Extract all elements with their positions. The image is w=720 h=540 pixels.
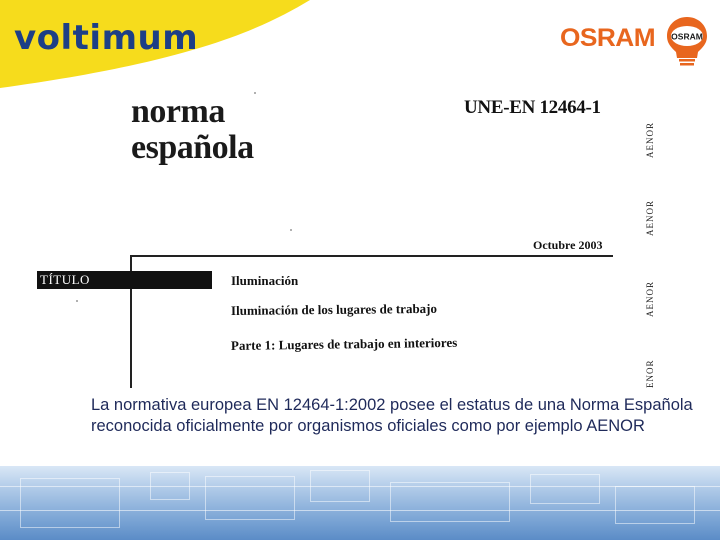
caption-text: La normativa europea EN 12464-1:2002 posee el estatus de una Norma Española reconocida oficialmente por organismos oficiales como por ejemplo AENOR	[91, 396, 693, 435]
scan-speck	[290, 229, 292, 231]
doc-title	[131, 94, 254, 166]
doc-standard-number: UNE-EN 12464-1	[464, 97, 601, 118]
side-mark-2: AENOR	[645, 200, 655, 236]
scan-speck	[254, 92, 256, 94]
doc-date: Octubre 2003	[533, 238, 603, 252]
voltimum-logo[interactable]: voltimum	[14, 18, 199, 58]
bottom-decorative-band	[0, 466, 720, 540]
doc-title-line2: española	[131, 129, 254, 166]
doc-line-1: Iluminación	[231, 273, 299, 288]
side-mark-3: AENOR	[645, 281, 655, 317]
lightbulb-icon	[664, 15, 710, 67]
doc-title-line1: norma	[131, 93, 225, 130]
scanned-standard-cover	[0, 88, 720, 388]
horizontal-rule	[130, 255, 613, 257]
osram-bulb-label: OSRAM	[671, 31, 703, 42]
side-mark-1: AENOR	[645, 122, 655, 158]
doc-line-3: Parte 1: Lugares de trabajo en interiores	[230, 334, 458, 353]
doc-line-2: Iluminación de los lugares de trabajo	[230, 300, 438, 318]
osram-wordmark: OSRAM	[560, 24, 656, 52]
side-mark-4: ENOR	[645, 359, 655, 388]
scan-speck	[76, 300, 78, 302]
titulo-label: TÍTULO	[40, 272, 90, 287]
